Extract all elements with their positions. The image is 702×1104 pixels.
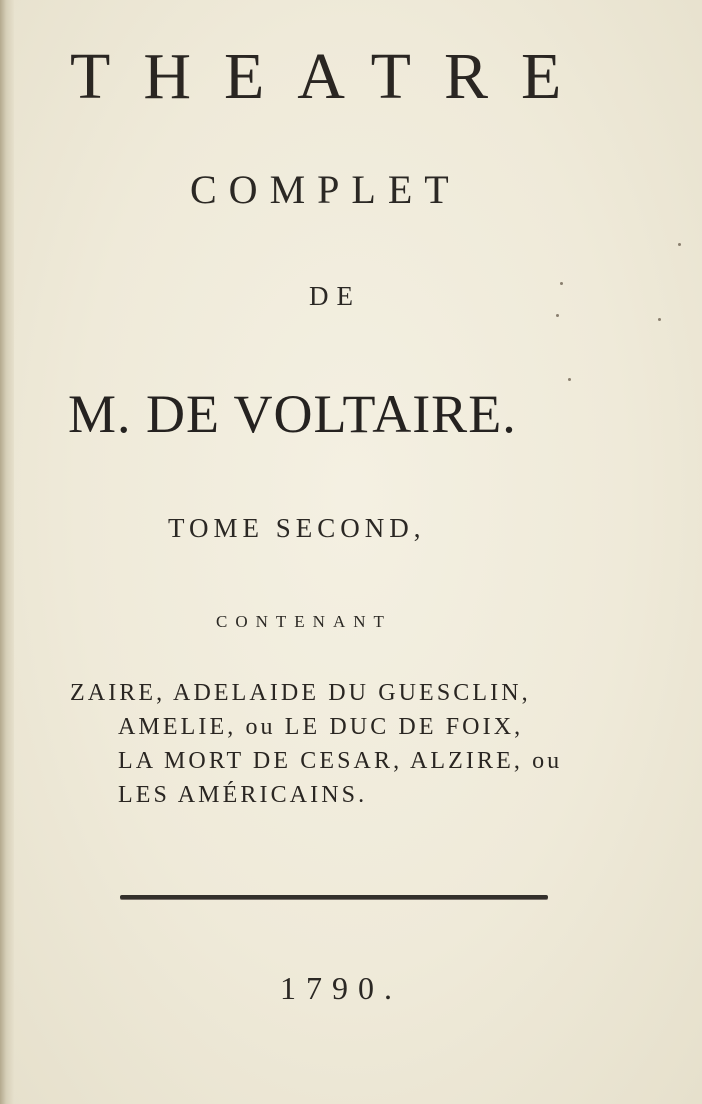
volume-label: TOME SECOND,: [168, 513, 426, 543]
author-preposition: DE: [309, 281, 361, 311]
contents-line: LA MORT DE CESAR, ALZIRE, ou: [118, 748, 563, 774]
contents-list: [70, 676, 562, 812]
author-name: M. DE VOLTAIRE.: [68, 384, 517, 444]
work-subtitle: COMPLET: [190, 167, 461, 212]
paper-speck: [568, 378, 571, 381]
paper-speck: [678, 243, 681, 246]
contents-line: ZAIRE, ADELAIDE DU GUESCLIN,: [70, 680, 531, 706]
decorative-rule: [120, 895, 548, 899]
contents-line: AMELIE, ou LE DUC DE FOIX,: [118, 714, 524, 740]
paper-speck: [658, 318, 661, 321]
paper-speck: [556, 314, 559, 317]
publication-year: 1790.: [280, 970, 402, 1006]
paper-speck: [560, 282, 563, 285]
contents-line: LES AMÉRICAINS.: [118, 782, 368, 808]
contents-intro: CONTENANT: [216, 612, 392, 631]
work-title: THEATRE: [70, 40, 595, 113]
page-binding-edge: [0, 0, 14, 1104]
